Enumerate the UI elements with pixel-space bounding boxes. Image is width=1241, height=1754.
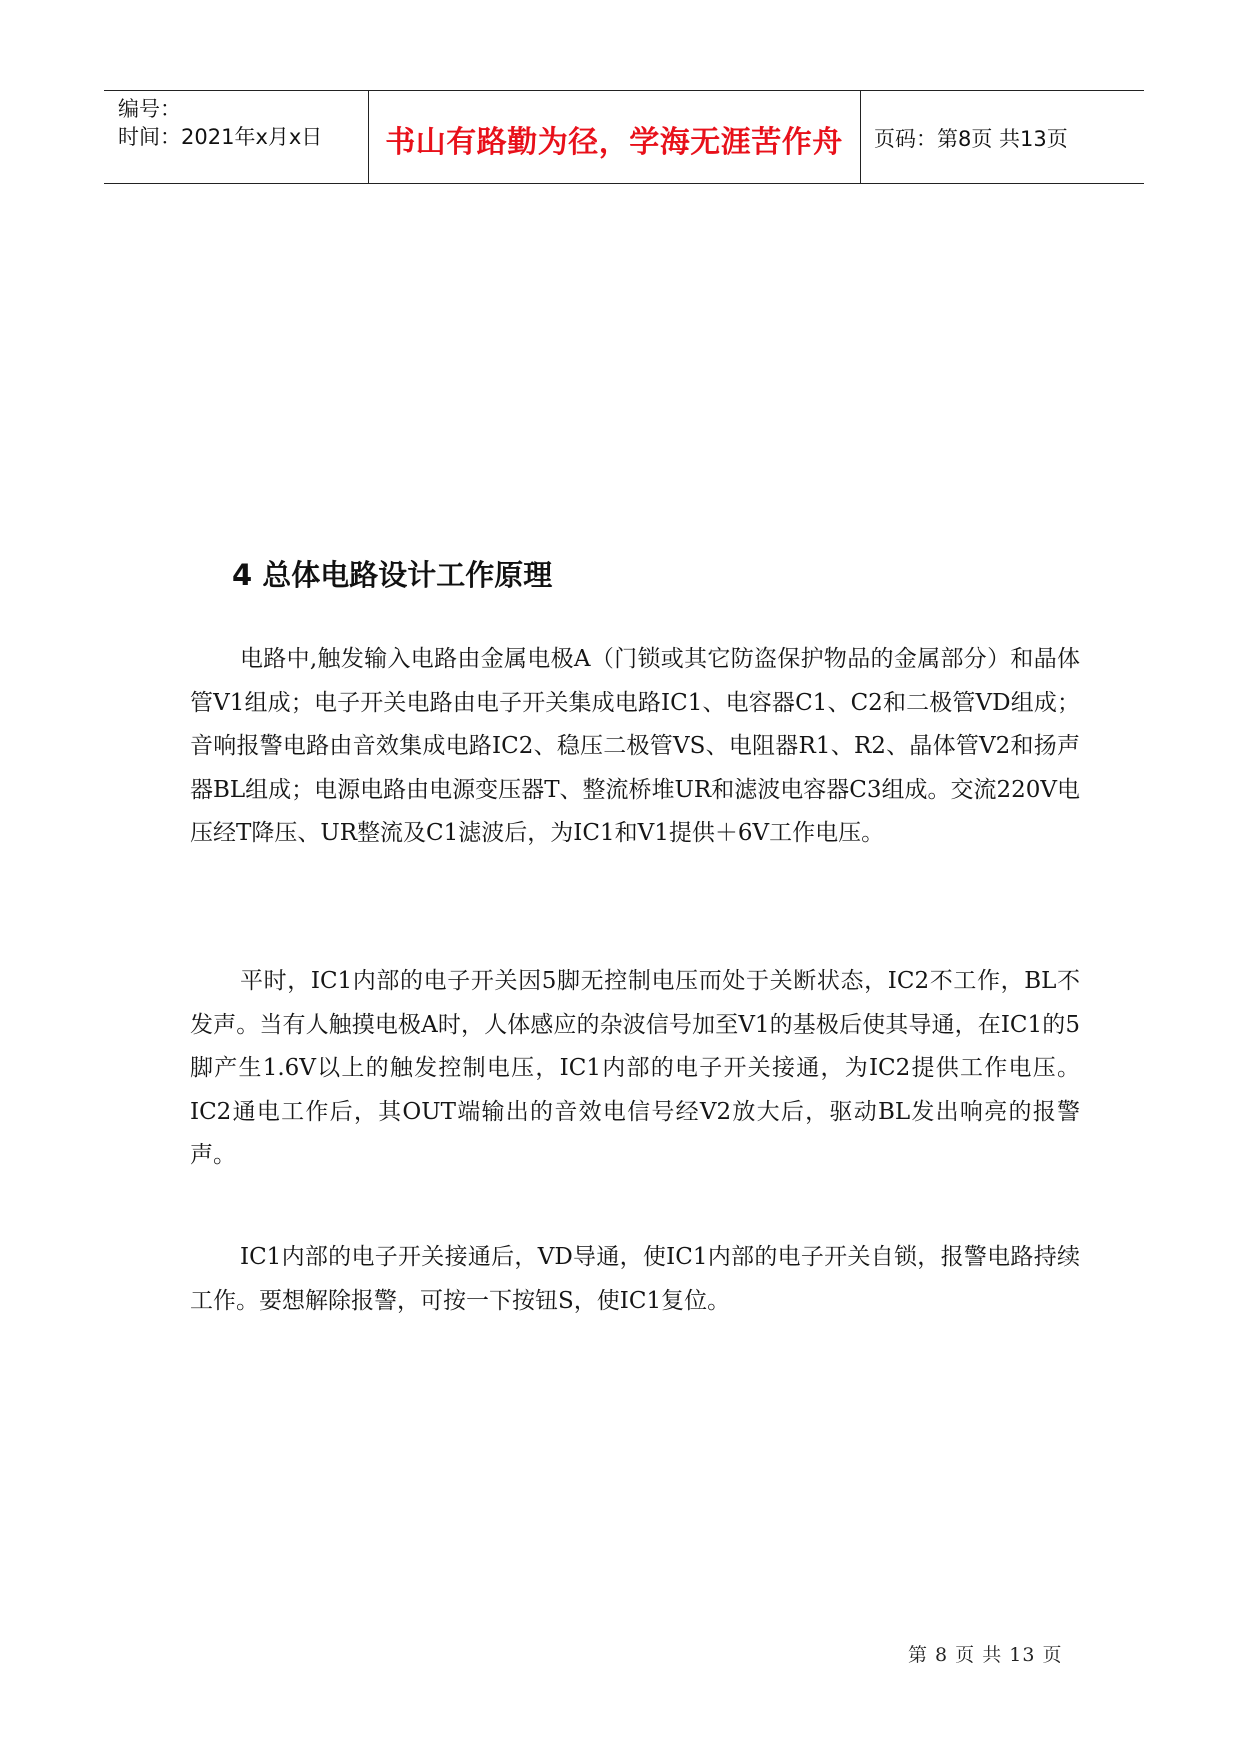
- header-motto-cell: [368, 91, 861, 183]
- body-paragraph-2: 平时，IC1内部的电子开关因5脚无控制电压而处于关断状态，IC2不工作，BL不发声。当有人触摸电极A时，人体感应的杂波信号加至V1的基极后使其导通，在IC1的5脚产生1.6V以上的触发控制电压，IC1内部的电子开关接通，为IC2提供工作电压。IC2通电工作后，其OUT端输出的音效电信号经V2放大后，驱动BL发出响亮的报警声。: [190, 968, 1080, 1168]
- header-page-code: 页码：第8页 共13页: [874, 127, 1068, 151]
- page-footer-number: 第 8 页 共 13 页: [908, 1644, 1063, 1666]
- section-heading: 4 总体电路设计工作原理: [232, 558, 553, 592]
- header-motto: 书山有路勤为径，学海无涯苦作舟: [385, 125, 843, 160]
- header-page-cell: [860, 91, 1144, 183]
- document-time-label: 时间：2021年x月x日: [118, 125, 323, 149]
- body-paragraph-3: IC1内部的电子开关接通后，VD导通，使IC1内部的电子开关自锁，报警电路持续工作。要想解除报警，可按一下按钮S，使IC1复位。: [190, 1244, 1080, 1314]
- document-number-label: 编号：: [118, 97, 181, 121]
- body-paragraph-1: 电路中,触发输入电路由金属电极A（门锁或其它防盗保护物品的金属部分）和晶体管V1组成；电子开关电路由电子开关集成电路IC1、电容器C1、C2和二极管VD组成；音响报警电路由音效集成电路IC2、稳压二极管VS、电阻器R1、R2、晶体管V2和扬声器BL组成；电源电路由电源变压器T、整流桥堆UR和滤波电容器C3组成。交流220V电压经T降压、UR整流及C1滤波后，为IC1和V1提供＋6V工作电压。: [190, 646, 1080, 846]
- header-info-cell: [104, 91, 369, 183]
- page-header: [104, 90, 1144, 184]
